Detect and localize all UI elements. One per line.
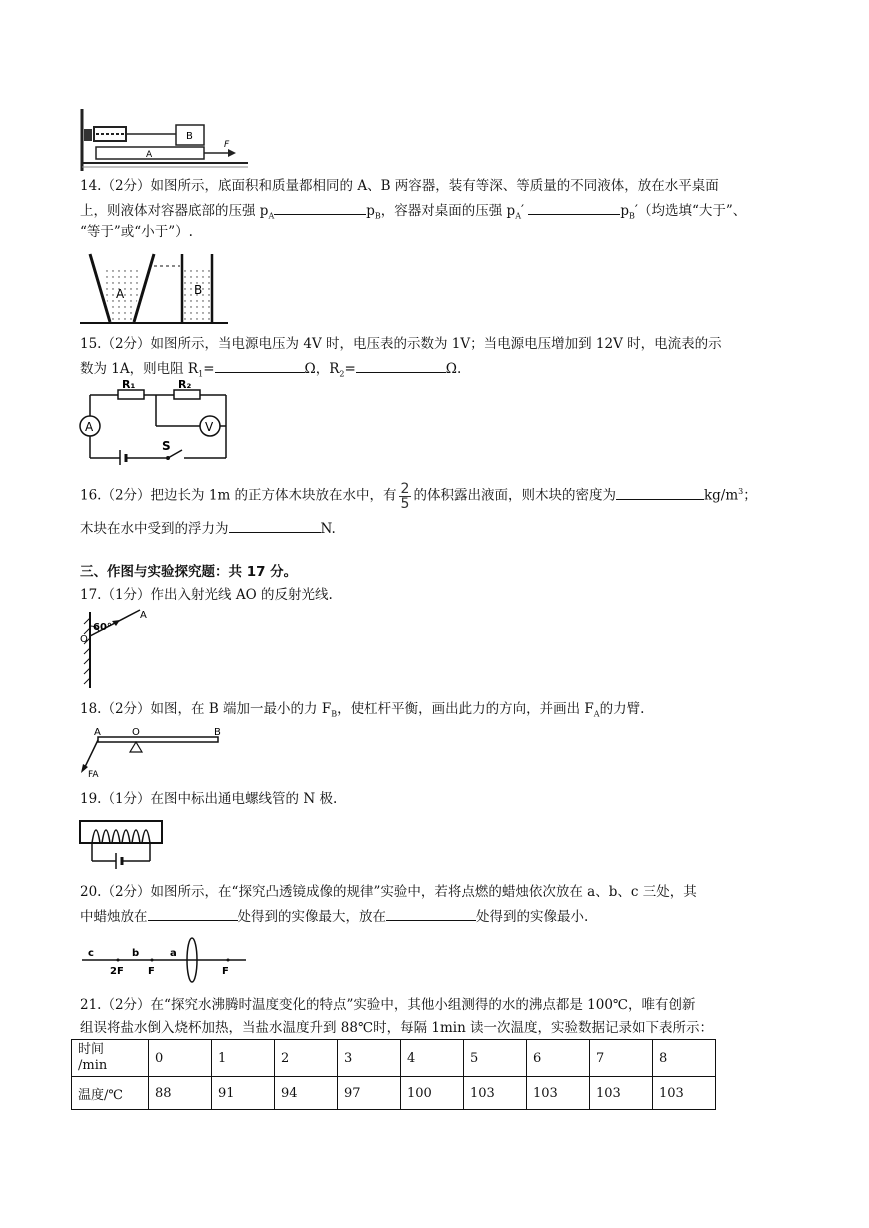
temp-cell: 88 — [149, 1077, 212, 1110]
q14-prime: ′ — [520, 203, 525, 219]
point-a-label: A — [94, 727, 101, 738]
q20-text-c: 处得到的实像最小. — [476, 909, 589, 925]
temp-cell: 91 — [212, 1077, 275, 1110]
q16-text-d: ； — [743, 487, 757, 504]
time-cell: 8 — [653, 1040, 716, 1077]
q15-circuit-figure — [78, 380, 238, 465]
time-cell: 3 — [338, 1040, 401, 1077]
q18-sub-a: A — [593, 709, 600, 719]
temperature-table — [71, 1039, 716, 1110]
q16-line1 — [80, 478, 800, 512]
q14-sub-a2: A — [515, 211, 521, 221]
frac-numerator: 2 — [400, 480, 410, 497]
q14-prime2: ′ — [634, 203, 638, 219]
point-a-label: a — [170, 948, 177, 959]
q16-fraction — [399, 482, 412, 511]
ammeter-label: A — [85, 420, 94, 434]
time-cell: 1 — [212, 1040, 275, 1077]
q14-text-e: （均选填“大于”、 — [637, 203, 747, 219]
q14-text-a: 上，则液体对容器底部的压强 p — [80, 203, 269, 219]
point-b-label: B — [214, 727, 221, 738]
q16-text-b: 的体积露出液面，则木块的密度为 — [413, 487, 616, 504]
q16-sup3: 3 — [738, 487, 744, 496]
q16-line2 — [80, 518, 800, 538]
container-a-label: A — [116, 287, 125, 301]
q21-line2: 组误将盐水倒入烧杯加热，当盐水温度升到 88℃时，每隔 1min 读一次温度，实验数据记录如下表所示： — [80, 1020, 714, 1036]
q13-figure — [78, 105, 253, 173]
q14-sub-b2: B — [629, 211, 635, 221]
q14-line3: “等于”或“小于”）. — [80, 224, 193, 240]
q18-lever-figure — [78, 725, 228, 780]
temp-cell: 103 — [464, 1077, 527, 1110]
fulcrum-icon — [130, 742, 142, 752]
switch-label: S — [162, 439, 171, 453]
q14-blank-1[interactable] — [274, 200, 366, 215]
q20-line1: 20.（2分）如图所示，在“探究凸透镜成像的规律”实验中，若将点燃的蜡烛依次放在 a、b、c 三处，其 — [80, 884, 697, 900]
q19-solenoid-figure — [78, 815, 168, 875]
resistor-r1-icon — [118, 390, 144, 399]
point-f2-label: F — [222, 966, 229, 977]
q15-sub1: 1 — [198, 369, 204, 379]
temp-cell: 103 — [527, 1077, 590, 1110]
q16-text-a2: 木块在水中受到的浮力为 — [80, 521, 229, 537]
q14-text-b: p — [366, 203, 375, 219]
r1-label: R₁ — [122, 380, 136, 391]
temp-header: 温度/℃ — [72, 1077, 149, 1110]
temp-cell: 94 — [275, 1077, 338, 1110]
q15-blank-r1[interactable] — [215, 358, 305, 373]
q16-text-c: kg/m — [703, 487, 739, 504]
frac-denominator: 5 — [400, 495, 410, 512]
container-b-label: B — [194, 283, 203, 297]
time-cell: 4 — [401, 1040, 464, 1077]
q20-lens-figure — [80, 932, 250, 984]
q17-mirror-figure — [80, 608, 160, 690]
force-arrow-icon — [228, 149, 236, 157]
temp-cell: 97 — [338, 1077, 401, 1110]
resistor-r2-icon — [174, 390, 200, 399]
point-a-label: A — [140, 610, 147, 621]
label-f: F — [224, 140, 230, 150]
q20-blank-smallest[interactable] — [386, 906, 476, 921]
q19-text: 19.（1分）在图中标出通电螺线管的 N 极. — [80, 791, 338, 807]
q20-text-b: 处得到的实像最大，放在 — [237, 909, 386, 925]
q15-line1: 15.（2分）如图所示，当电源电压为 4V 时，电压表的示数为 1V；当电源电压增加到 12V 时，电流表的示 — [80, 336, 722, 352]
q20-line2 — [80, 906, 800, 926]
temp-cell: 103 — [653, 1077, 716, 1110]
q17-text: 17.（1分）作出入射光线 AO 的反射光线. — [80, 587, 333, 603]
q14-text-d: p — [620, 203, 630, 219]
q18-text-b: ，使杠杆平衡，画出此力的方向，并画出 F — [337, 701, 594, 717]
point-2f-label: 2F — [110, 966, 124, 977]
q15-blank-r2[interactable] — [356, 358, 446, 373]
section-heading: 三、作图与实验探究题：共 17 分。 — [80, 564, 298, 580]
q16-blank-buoyancy[interactable] — [229, 518, 321, 533]
q14-containers-figure — [80, 250, 230, 330]
r2-label: R₂ — [178, 380, 192, 391]
point-o-label: O — [80, 634, 88, 645]
q18-text — [80, 700, 800, 724]
q18-text-c: 的力臂. — [599, 701, 645, 717]
time-cell: 5 — [464, 1040, 527, 1077]
temp-cell: 100 — [401, 1077, 464, 1110]
time-cell: 0 — [149, 1040, 212, 1077]
point-b-label: b — [132, 948, 140, 959]
fa-label: FA — [88, 770, 99, 780]
q14-line2 — [80, 200, 800, 226]
label-b: B — [186, 131, 193, 142]
lever-bar — [98, 737, 218, 742]
q14-sub-a: A — [268, 211, 275, 221]
q15-text-a: 数为 1A，则电阻 R — [80, 361, 199, 377]
q21-line1: 21.（2分）在“探究水沸腾时温度变化的特点”实验中，其他小组测得的水的沸点都是 100℃，唯有创新 — [80, 997, 696, 1013]
q20-text-a: 中蜡烛放在 — [80, 909, 148, 925]
time-header: 时间 /min — [72, 1040, 149, 1077]
q14-sub-b: B — [374, 211, 381, 221]
wall-mount-icon — [84, 129, 92, 141]
table-row — [72, 1077, 716, 1110]
q14-line1: 14.（2分）如图所示，底面积和质量都相同的 A、B 两容器，装有等深、等质量的不同液体，放在水平桌面 — [80, 178, 719, 194]
force-fa-line — [84, 740, 98, 769]
q20-blank-largest[interactable] — [148, 906, 238, 921]
q18-sub-b: B — [331, 709, 338, 719]
q15-text-c: Ω，R — [304, 361, 340, 377]
label-a: A — [146, 150, 153, 160]
time-cell: 6 — [527, 1040, 590, 1077]
q14-blank-2[interactable] — [528, 200, 620, 215]
q14-text-c: ，容器对桌面的压强 p — [380, 203, 516, 219]
ray-arrow-icon — [112, 620, 120, 626]
temp-cell: 103 — [590, 1077, 653, 1110]
q15-sub2: 2 — [339, 369, 345, 379]
q16-blank-density[interactable] — [616, 485, 704, 500]
voltmeter-label: V — [205, 420, 214, 434]
point-f1-label: F — [148, 966, 155, 977]
q16-text-a: 16.（2分）把边长为 1m 的正方体木块放在水中，有 — [80, 487, 397, 504]
q15-text-e: Ω. — [445, 361, 462, 377]
angle-label: 60° — [93, 622, 112, 633]
time-cell: 7 — [590, 1040, 653, 1077]
table-row — [72, 1040, 716, 1077]
point-c-label: c — [88, 948, 94, 959]
q15-text-b: = — [203, 361, 215, 377]
q18-text-a: 18.（2分）如图，在 B 端加一最小的力 F — [80, 701, 332, 717]
fulcrum-o-label: O — [132, 727, 140, 738]
q16-text-b2: N. — [320, 521, 336, 537]
q15-text-d: = — [344, 361, 356, 377]
time-cell: 2 — [275, 1040, 338, 1077]
force-arrow-icon — [81, 764, 88, 773]
